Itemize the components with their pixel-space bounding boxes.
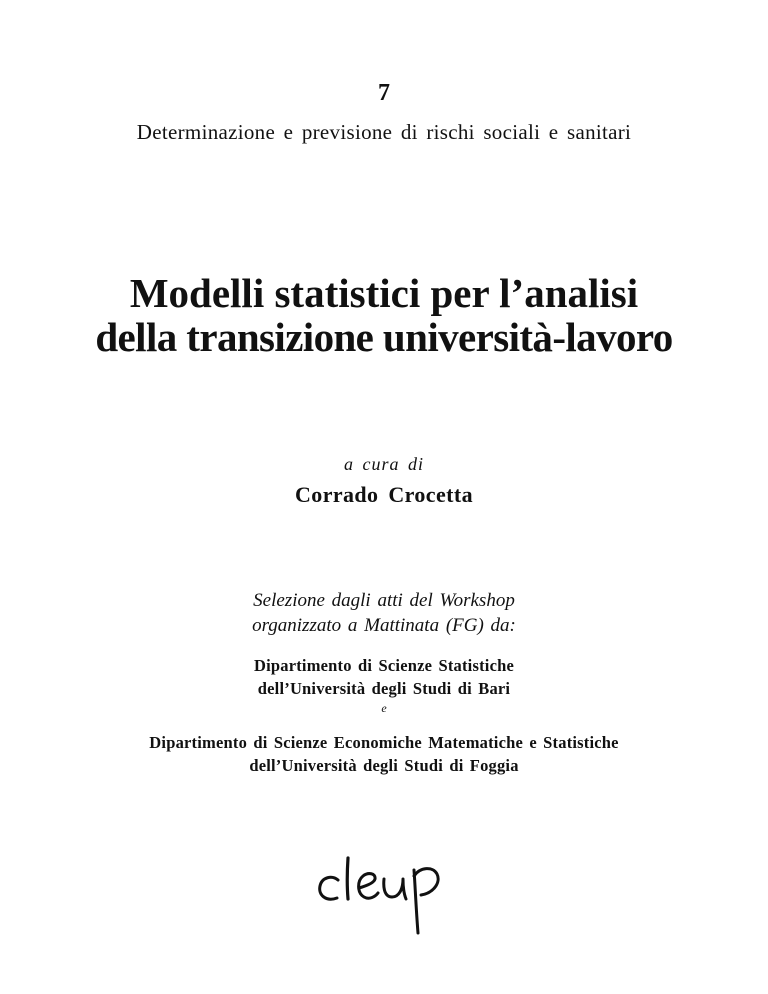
organizer-dept-2-line-1: Dipartimento di Scienze Economiche Matematiche e Statistiche bbox=[149, 733, 619, 752]
organizer-dept-2-line-2: dell’Università degli Studi di Foggia bbox=[249, 756, 519, 775]
selection-note-line-1: Selezione dagli atti del Workshop bbox=[253, 590, 515, 611]
organizer-conjunction: e bbox=[381, 701, 387, 715]
curator-label: a cura di bbox=[344, 454, 424, 474]
series-name: Determinazione e previsione di rischi sociali e sanitari bbox=[136, 120, 632, 144]
curator-name: Corrado Crocetta bbox=[295, 482, 473, 507]
publisher-logo bbox=[312, 853, 458, 937]
selection-note-line-2: organizzato a Mattinata (FG) da: bbox=[252, 615, 516, 636]
organizer-dept-1-line-1: Dipartimento di Scienze Statistiche bbox=[253, 656, 514, 675]
series-number: 7 bbox=[378, 80, 390, 106]
book-title-line-1: Modelli statistici per l’analisi bbox=[129, 270, 639, 316]
cleup-logo-icon bbox=[312, 853, 458, 937]
organizer-dept-1-line-2: dell’Università degli Studi di Bari bbox=[257, 679, 511, 698]
book-title-line-2: della transizione università-lavoro bbox=[95, 314, 673, 360]
